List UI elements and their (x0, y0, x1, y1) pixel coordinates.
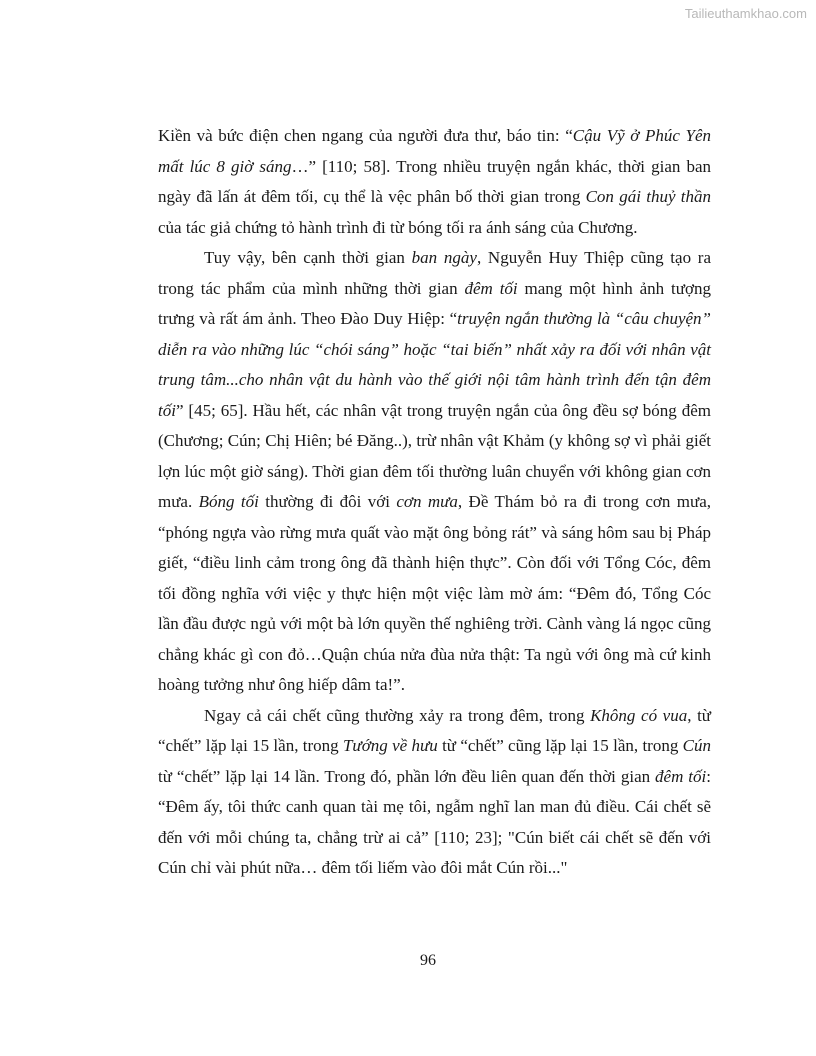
italic-text-run: Cún (682, 736, 711, 755)
italic-text-run: đêm tối (655, 766, 707, 786)
italic-text-run: Bóng tối (198, 492, 259, 511)
watermark: Tailieuthamkhao.com (684, 6, 807, 21)
page-number: 96 (420, 952, 436, 969)
text-run: …” [110; 58]. Trong nhiều truyện ngắn khác, thời gian ban ngày đã lấn át đêm tối, cụ thể là vệc phân bố thời gian trong (158, 156, 712, 206)
text-run: mang một hình ảnh tượng trưng và rất ám ảnh. Theo Đào Duy Hiệp: “ (158, 278, 711, 328)
text-run: từ “chết” lặp lại 14 lần. Trong đó, phần lớn đều liên quan đến thời gian (158, 766, 656, 786)
paragraph (158, 243, 711, 701)
italic-text-run: Không có vua (590, 705, 688, 725)
italic-text-run: Cậu Vỹ ở Phúc Yên mất lúc 8 giờ sáng (158, 126, 711, 176)
text-run: ” [45; 65]. Hầu hết, các nhân vật trong truyện ngắn của ông đều sợ bóng đêm (Chương; Cún; Chị Hiên; bé Đăng..), trừ nhân vật Khảm (y không sợ vì phải giết lợn lúc một giờ sáng). Thời gian đêm tối thường luân chuyển với không gian cơn mưa. (158, 400, 711, 511)
paragraph (158, 701, 711, 884)
text-run: , từ “chết” lặp lại 15 lần, trong (158, 705, 711, 755)
paragraph (158, 121, 711, 243)
text-run: Tuy vậy, bên cạnh thời gian (204, 248, 412, 267)
text-run: : “Đêm ấy, tôi thức canh quan tài mẹ tôi, ngẫm nghĩ lan man đủ điều. Cái chết sẽ đến với mỗi chúng ta, chẳng trừ ai cả” [110; 23]; "Cún biết cái chết sẽ đến với Cún chỉ vài phút nữa… đêm tối liếm vào đôi mắt Cún rồi..." (158, 766, 711, 877)
text-run: Ngay cả cái chết cũng thường xảy ra trong đêm, trong (204, 705, 591, 725)
italic-text-run: đêm tối (464, 278, 518, 298)
text-run: , Nguyễn Huy Thiệp cũng tạo ra trong tác phẩm của mình những thời gian (158, 248, 712, 298)
text-run: từ “chết” cũng lặp lại 15 lần, trong (437, 736, 683, 755)
text-run: , Đề Thám bỏ ra đi trong cơn mưa, “phóng ngựa vào rừng mưa quất vào mặt ông bỏng rát” và sáng hôm sau bị Pháp giết, “điều linh cảm trong ông đã thành hiện thực”. Còn đối với Tổng Cóc, đêm tối đồng nghĩa với việc y thực hiện một việc làm mờ ám: “Đêm đó, Tổng Cóc lần đầu được ngủ với một bà lớn quyền thế nghiêng trời. Cành vàng lá ngọc cũng chẳng khác gì con đỏ…Quận chúa nửa đùa nửa thật: Ta ngủ với ông mà cứ kinh hoàng tưởng như ông hiếp dâm ta!”. (158, 492, 711, 694)
italic-text-run: Tướng về hưu (342, 736, 438, 755)
italic-text-run: cơn mưa (396, 492, 458, 511)
italic-text-run: Con gái thuỷ thần (585, 187, 711, 206)
text-run: của tác giả chứng tỏ hành trình đi từ bóng tối ra ánh sáng của Chương. (158, 217, 638, 237)
italic-text-run: truyện ngắn thường là “câu chuyện” diễn ra vào những lúc “chói sáng” hoặc “tai biến” nhất xảy ra đối với nhân vật trung tâm...cho nhân vật du hành vào thế giới nội tâm hành trình đến tận đêm tối (158, 309, 711, 420)
italic-text-run: ban ngày (411, 248, 477, 267)
text-run: thường đi đôi với (258, 492, 397, 511)
body-text (158, 121, 711, 884)
text-run: Kiền và bức điện chen ngang của người đưa thư, báo tin: “ (158, 126, 573, 145)
